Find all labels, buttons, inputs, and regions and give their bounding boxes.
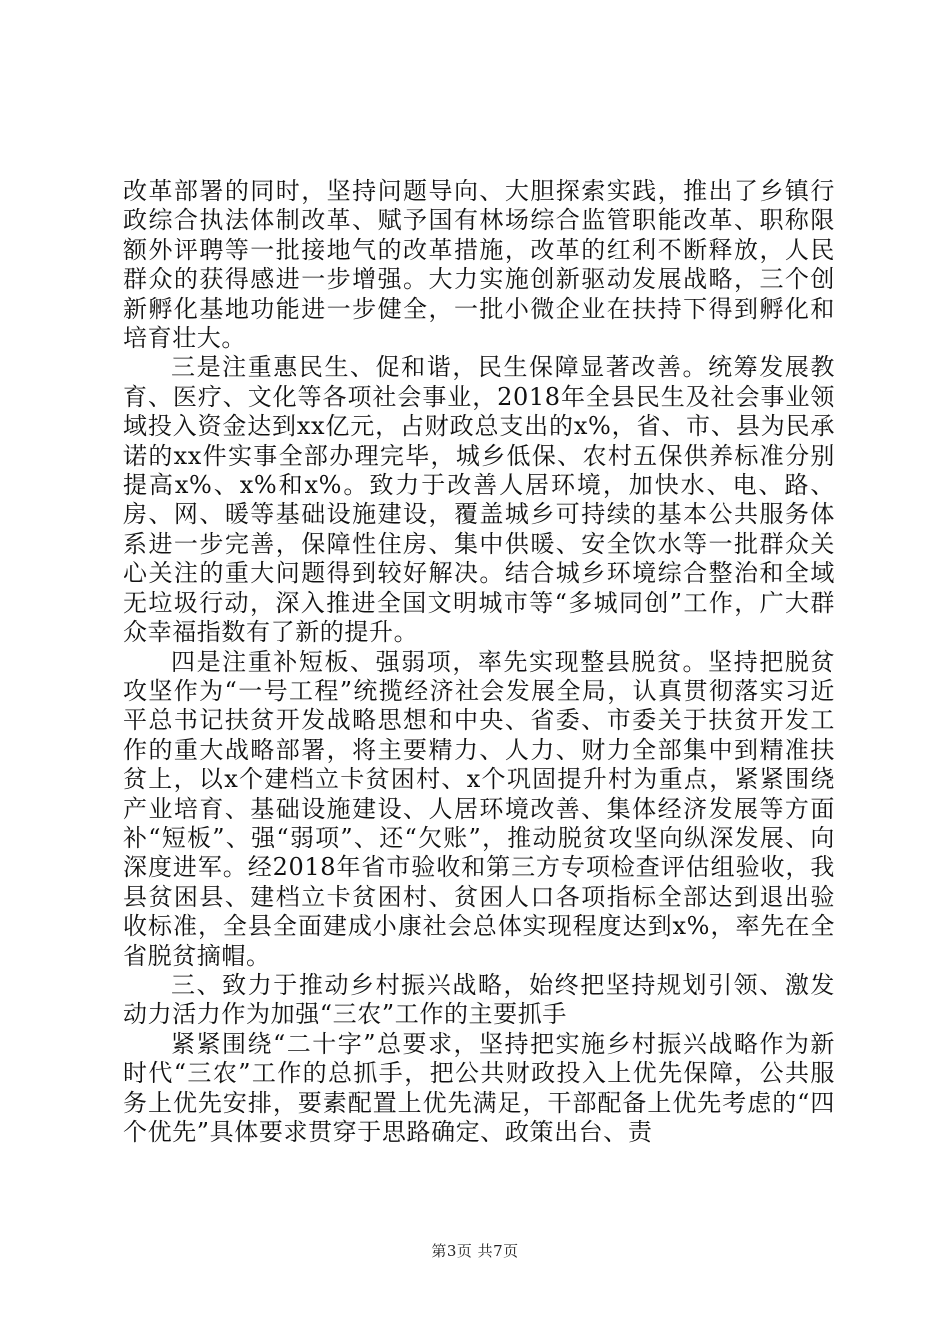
paragraph-5: 紧紧围绕“二十字”总要求，坚持把实施乡村振兴战略作为新时代“三农”工作的总抓手，把公共财政投入上优先保障，公共服务上优先安排，要素配置上优先满足，干部配备上优先考虑的“四个优先”具体要求贯穿于思路确定、政策出台、责: [123, 1029, 835, 1146]
paragraph-2: 三是注重惠民生、促和谐，民生保障显著改善。统筹发展教育、医疗、文化等各项社会事业，2018年全县民生及社会事业领域投入资金达到xx亿元，占财政总支出的x%，省、市、县为民承诺的xx件实事全部办理完毕，城乡低保、农村五保供养标准分别提高x%、x%和x%。致力于改善人居环境，加快水、电、路、房、网、暖等基础设施建设，覆盖城乡可持续的基本公共服务体系进一步完善，保障性住房、集中供暖、安全饮水等一批群众关心关注的重大问题得到较好解决。结合城乡环境综合整治和全域无垃圾行动，深入推进全国文明城市等“多城同创”工作，广大群众幸福指数有了新的提升。: [123, 353, 835, 647]
paragraph-3: 四是注重补短板、强弱项，率先实现整县脱贫。坚持把脱贫攻坚作为“一号工程”统揽经济社会发展全局，认真贯彻落实习近平总书记扶贫开发战略思想和中央、省委、市委关于扶贫开发工作的重大战略部署，将主要精力、人力、财力全部集中到精准扶贫上，以x个建档立卡贫困村、x个巩固提升村为重点，紧紧围绕产业培育、基础设施建设、人居环境改善、集体经济发展等方面补“短板”、强“弱项”、还“欠账”，推动脱贫攻坚向纵深发展、向深度进军。经2018年省市验收和第三方专项检查评估组验收，我县贫困县、建档立卡贫困村、贫困人口各项指标全部达到退出验收标准，全县全面建成小康社会总体实现程度达到x%，率先在全省脱贫摘帽。: [123, 647, 835, 970]
page-number-footer: 第3页 共7页: [431, 1242, 519, 1260]
paragraph-1: 改革部署的同时，坚持问题导向、大胆探索实践，推出了乡镇行政综合执法体制改革、赋予国有林场综合监管职能改革、职称限额外评聘等一批接地气的改革措施，改革的红利不断释放，人民群众的获得感进一步增强。大力实施创新驱动发展战略，三个创新孵化基地功能进一步健全，一批小微企业在扶持下得到孵化和培育壮大。: [123, 177, 835, 353]
section-heading: 三、致力于推动乡村振兴战略，始终把坚持规划引领、激发动力活力作为加强“三农”工作的主要抓手: [123, 970, 835, 1029]
document-body: [123, 177, 835, 1147]
